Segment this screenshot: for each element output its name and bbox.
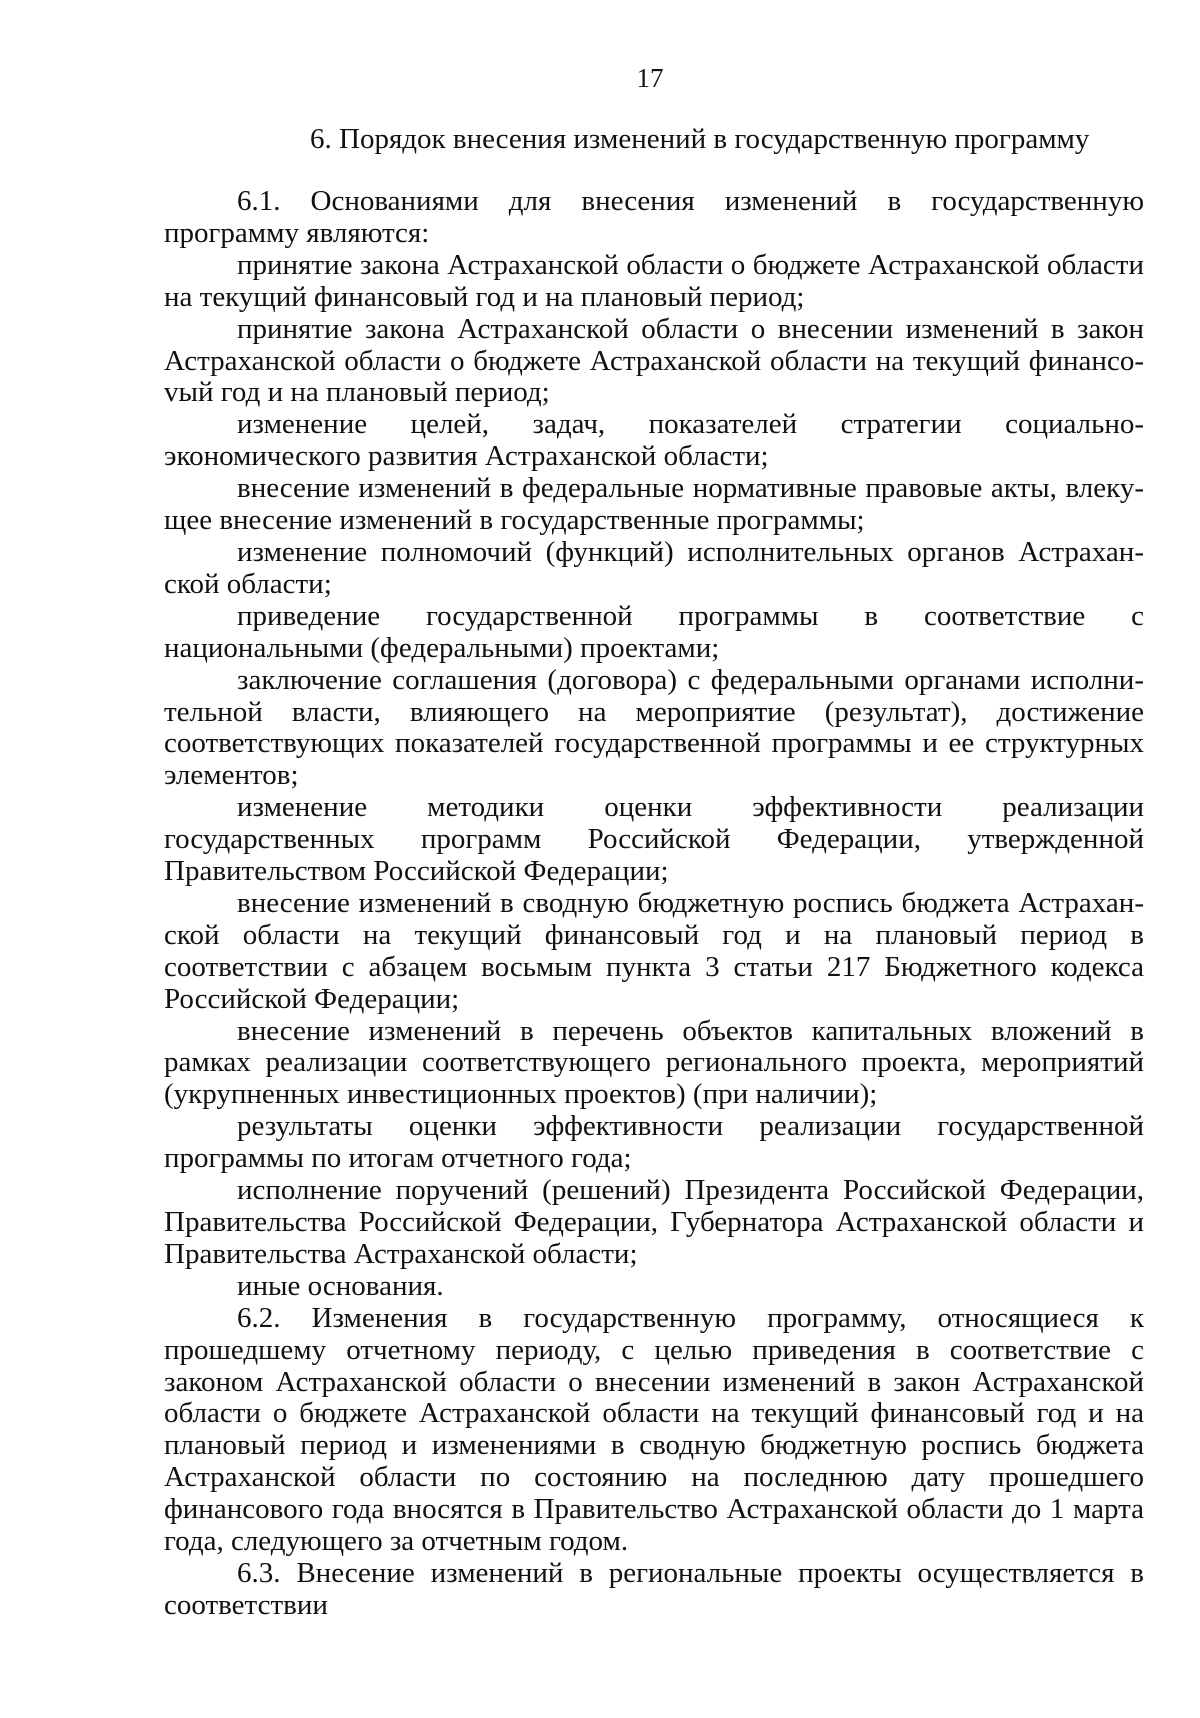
list-item-instructions: исполнение поручений (решений) Президента Российской Федерации, Правительства Российской Федерации, Губернатора Астраханской области и Правительства Астраханской области; bbox=[164, 1174, 1144, 1270]
list-item-agreement: заключение соглашения (договора) с федеральными органами исполнительной власти, влияющего на мероприятие (результат), достижение соответствующих показателей государственной программы и ее структурных элементов; bbox=[164, 663, 1144, 792]
paragraph-6-3: 6.3. Внесение изменений в региональные проекты осуществляется в соответствии bbox=[164, 1556, 1144, 1621]
list-item-budget-law-amendment: принятие закона Астраханской области о внесении изменений в закон Астраханской области о бюджете Астраханской области на текущий финансоvый год и на плановый период; bbox=[164, 312, 1144, 409]
paragraph-6-1-intro: 6.1. Основаниями для внесения изменений в государственную программу являются: bbox=[164, 185, 1144, 249]
page-number: 17 bbox=[636, 63, 664, 93]
list-item-efficiency-results: результаты оценки эффективности реализации государственной программы по итогам отчетного года; bbox=[164, 1110, 1144, 1175]
list-item-strategy-change: изменение целей, задач, показателей стратегии социально-экономического развития Астраханской области; bbox=[164, 408, 1144, 473]
list-item-budget-schedule: внесение изменений в сводную бюджетную роспись бюджета Астраханской области на текущий финансовый год и на плановый период в соответствии с абзацем восьмым пункта 3 статьи 217 Бюджетного кодекса Российской Федерации; bbox=[164, 886, 1144, 1015]
list-item-powers-change: изменение полномочий (функций) исполнительных органов Астраханской области; bbox=[164, 535, 1144, 600]
list-item-budget-law: принятие закона Астраханской области о бюджете Астраханской области на текущий финансовый год и на плановый период; bbox=[164, 248, 1144, 313]
section-body bbox=[164, 186, 1144, 1622]
list-item-federal-acts: внесение изменений в федеральные нормативные правовые акты, влекущее внесение изменений в государственные программы; bbox=[164, 472, 1144, 537]
list-item-national-projects: приведение государственной программы в соответствие с национальными (федеральными) проектами; bbox=[164, 599, 1144, 664]
section-title: 6. Порядок внесения изменений в государственную программу bbox=[310, 123, 1090, 155]
list-item-capital-investments: внесение изменений в перечень объектов капитальных вложений в рамках реализации соответствующего регионального проекта, мероприятий (укрупненных инвестиционных проектов) (при наличии); bbox=[164, 1014, 1144, 1111]
list-item-methodology: изменение методики оценки эффективности реализации государственных программ Российской Федерации, утвержденной Правительством Российской Федерации; bbox=[164, 791, 1144, 888]
paragraph-6-2: 6.2. Изменения в государственную программу, относящиеся к прошедшему отчетному периоду, с целью приведения в соответствие с законом Астраханской области о внесении изменений в закон Астраханской области о бюджете Астраханской области на текущий финансовый год и на плановый период и изменениями в сводную бюджетную роспись бюджета Астраханской области по состоянию на последнюю дату прошедшего финансового года вносятся в Правительство Астраханской области до 1 марта года, следующего за отчетным годом. bbox=[164, 1301, 1144, 1558]
list-item-other: иные основания. bbox=[237, 1269, 444, 1302]
